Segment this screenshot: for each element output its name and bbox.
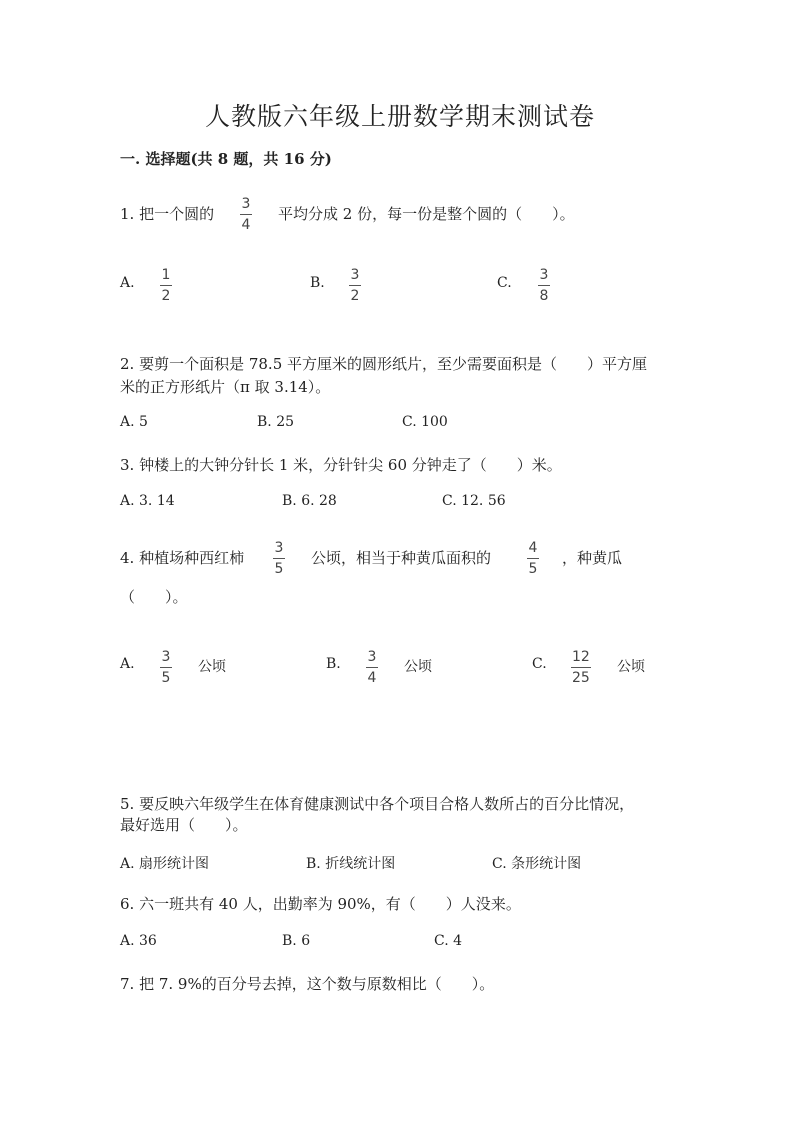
- fraction-bar: [366, 667, 378, 668]
- fraction-denominator: 5: [274, 561, 284, 577]
- fraction-bar: [273, 558, 285, 559]
- question-1-option-c-fraction: [538, 268, 550, 303]
- fraction-denominator: 2: [161, 288, 171, 304]
- question-5-option-b: B. 折线统计图: [306, 856, 396, 872]
- question-3-text: 3. 钟楼上的大钟分针长 1 米，分针针尖 60 分钟走了（ ）米。: [120, 456, 562, 474]
- question-2-line-2: 米的正方形纸片（π 取 3.14）。: [120, 378, 331, 396]
- question-6-text: 6. 六一班共有 40 人，出勤率为 90%，有（ ）人没来。: [120, 895, 521, 913]
- fraction-bar: [538, 285, 550, 286]
- fraction-denominator: 4: [367, 670, 377, 686]
- fraction-denominator: 2: [350, 288, 360, 304]
- question-6-option-c: C. 4: [434, 933, 463, 949]
- fraction-denominator: 25: [572, 670, 590, 686]
- question-4-option-b-unit: 公顷: [404, 659, 432, 675]
- question-4-option-c-unit: 公顷: [617, 659, 645, 675]
- question-2-option-c: C. 100: [402, 414, 448, 430]
- question-6-option-a: A. 36: [120, 933, 157, 949]
- fraction-bar: [160, 285, 172, 286]
- question-1-option-a-fraction: [160, 268, 172, 303]
- question-4-fraction-1: [273, 541, 285, 576]
- fraction-bar: [240, 214, 252, 215]
- question-1-option-b-label: B.: [310, 275, 325, 291]
- question-5-line-1: 5. 要反映六年级学生在体育健康测试中各个项目合格人数所占的百分比情况，: [120, 795, 635, 813]
- question-2-option-b: B. 25: [257, 414, 295, 430]
- fraction-denominator: 4: [241, 217, 251, 233]
- fraction-bar: [349, 285, 361, 286]
- question-4-option-a-fraction: [160, 650, 172, 685]
- question-2-option-a: A. 5: [120, 414, 148, 430]
- question-2-line-1: 2. 要剪一个面积是 78.5 平方厘米的圆形纸片，至少需要面积是（ ）平方厘: [120, 355, 648, 373]
- question-4-suffix: ，种黄瓜: [562, 549, 623, 567]
- question-7-text: 7. 把 7. 9%的百分号去掉，这个数与原数相比（ ）。: [120, 975, 495, 993]
- question-4-middle: 公顷，相当于种黄瓜面积的: [311, 549, 492, 567]
- question-4-option-c-fraction: [571, 650, 591, 685]
- fraction-numerator: 3: [241, 196, 251, 212]
- fraction-numerator: 1: [161, 267, 171, 283]
- fraction-numerator: 3: [367, 649, 377, 665]
- question-4-option-c-label: C.: [532, 656, 547, 672]
- question-3-option-a: A. 3. 14: [120, 493, 175, 509]
- fraction-numerator: 4: [528, 540, 538, 556]
- question-4-line-2: （ ）。: [120, 588, 188, 606]
- question-4-prefix: 4. 种植场种西红柿: [120, 549, 245, 567]
- question-1-suffix: 平均分成 2 份，每一份是整个圆的（ ）。: [278, 205, 575, 223]
- question-1-option-b-fraction: [349, 268, 361, 303]
- question-4-option-a-label: A.: [120, 656, 135, 672]
- question-1-fraction: [240, 197, 252, 232]
- question-3-option-c: C. 12. 56: [442, 493, 506, 509]
- fraction-numerator: 3: [274, 540, 284, 556]
- question-6-option-b: B. 6: [282, 933, 311, 949]
- question-5-line-2: 最好选用（ ）。: [120, 816, 248, 834]
- fraction-bar: [160, 667, 172, 668]
- fraction-numerator: 3: [539, 267, 549, 283]
- fraction-numerator: 3: [161, 649, 171, 665]
- question-4-fraction-2: [527, 541, 539, 576]
- question-4-option-b-fraction: [366, 650, 378, 685]
- section-heading: 一. 选择题(共 8 题，共 16 分): [120, 150, 332, 168]
- question-4-option-a-unit: 公顷: [198, 659, 226, 675]
- fraction-denominator: 8: [539, 288, 549, 304]
- fraction-numerator: 12: [572, 649, 590, 665]
- question-5-option-a: A. 扇形统计图: [120, 856, 210, 872]
- question-3-option-b: B. 6. 28: [282, 493, 337, 509]
- question-1-option-c-label: C.: [497, 275, 512, 291]
- fraction-denominator: 5: [161, 670, 171, 686]
- question-5-option-c: C. 条形统计图: [492, 856, 582, 872]
- fraction-numerator: 3: [350, 267, 360, 283]
- fraction-bar: [571, 667, 591, 668]
- fraction-bar: [527, 558, 539, 559]
- question-4-option-b-label: B.: [326, 656, 341, 672]
- question-1-prefix: 1. 把一个圆的: [120, 205, 215, 223]
- question-1-option-a-label: A.: [120, 275, 135, 291]
- page-title: 人教版六年级上册数学期末测试卷: [204, 102, 595, 131]
- fraction-denominator: 5: [528, 561, 538, 577]
